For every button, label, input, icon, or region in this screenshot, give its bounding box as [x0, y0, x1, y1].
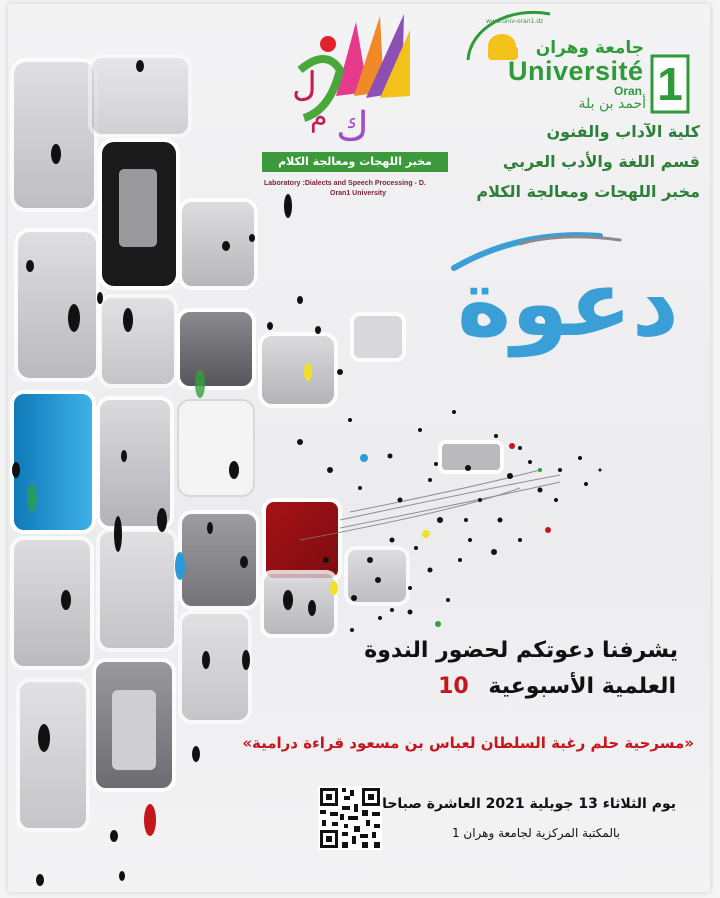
invite-number: 10 [438, 674, 469, 699]
tile [12, 538, 92, 668]
tile [178, 400, 254, 496]
invite-line-1: يشرفنا دعوتكم لحضور الندوة [364, 638, 678, 663]
university-url: www.univ-oran1.dz [486, 18, 544, 25]
invite-line-2-text: العلمية الأسبوعية [488, 674, 676, 699]
tile [18, 680, 88, 830]
department-name: قسم اللغة والأدب العربي [502, 152, 700, 171]
invite-line-2 [438, 674, 676, 699]
tile [440, 442, 502, 472]
tile [262, 572, 336, 636]
lab-english-line-1: Laboratory :Dialects and Speech Processing - D. [264, 180, 426, 187]
event-venue: بالمكتبة المركزية لجامعة وهران 1 [451, 826, 620, 840]
university-name-ar-sub: أحمد بن بلة [578, 96, 646, 112]
tile [100, 296, 176, 386]
tile [16, 230, 98, 380]
tile [12, 392, 94, 532]
tile [112, 690, 156, 770]
tile [352, 314, 404, 360]
event-date: يوم الثلاثاء 13 جويلية 2021 العاشرة صباحا [382, 796, 676, 812]
tile [260, 334, 336, 406]
tile [98, 530, 176, 650]
tile [118, 168, 158, 248]
lab-banner: مخبر اللهجات ومعالجة الكلام [262, 152, 448, 172]
qr-code-icon [318, 786, 382, 850]
university-name-ar: جامعة وهران [535, 38, 644, 58]
svg-text:ك: ك [336, 104, 369, 150]
university-number: 1 [657, 58, 683, 110]
faculty-name: كلية الآداب والفنون [546, 122, 700, 141]
university-name-fr: Université [508, 56, 644, 86]
tile [12, 60, 96, 210]
svg-text:ل: ل [292, 65, 317, 105]
tile [178, 310, 254, 388]
lab-english-line-2: Oran1 University [330, 190, 387, 197]
book-logo-icon [292, 14, 410, 150]
lab-name: مخبر اللهجات ومعالجة الكلام [476, 182, 700, 201]
event-title: «مسرحية حلم رغبة السلطان لعباس بن مسعود قراءة درامية» [242, 734, 694, 752]
tile [180, 200, 256, 288]
invitation-title: دعوة [456, 250, 680, 357]
svg-text:م: م [310, 100, 328, 133]
university-city-fr: Oran [614, 84, 643, 98]
tile [180, 612, 250, 722]
tile-grid [12, 56, 502, 830]
